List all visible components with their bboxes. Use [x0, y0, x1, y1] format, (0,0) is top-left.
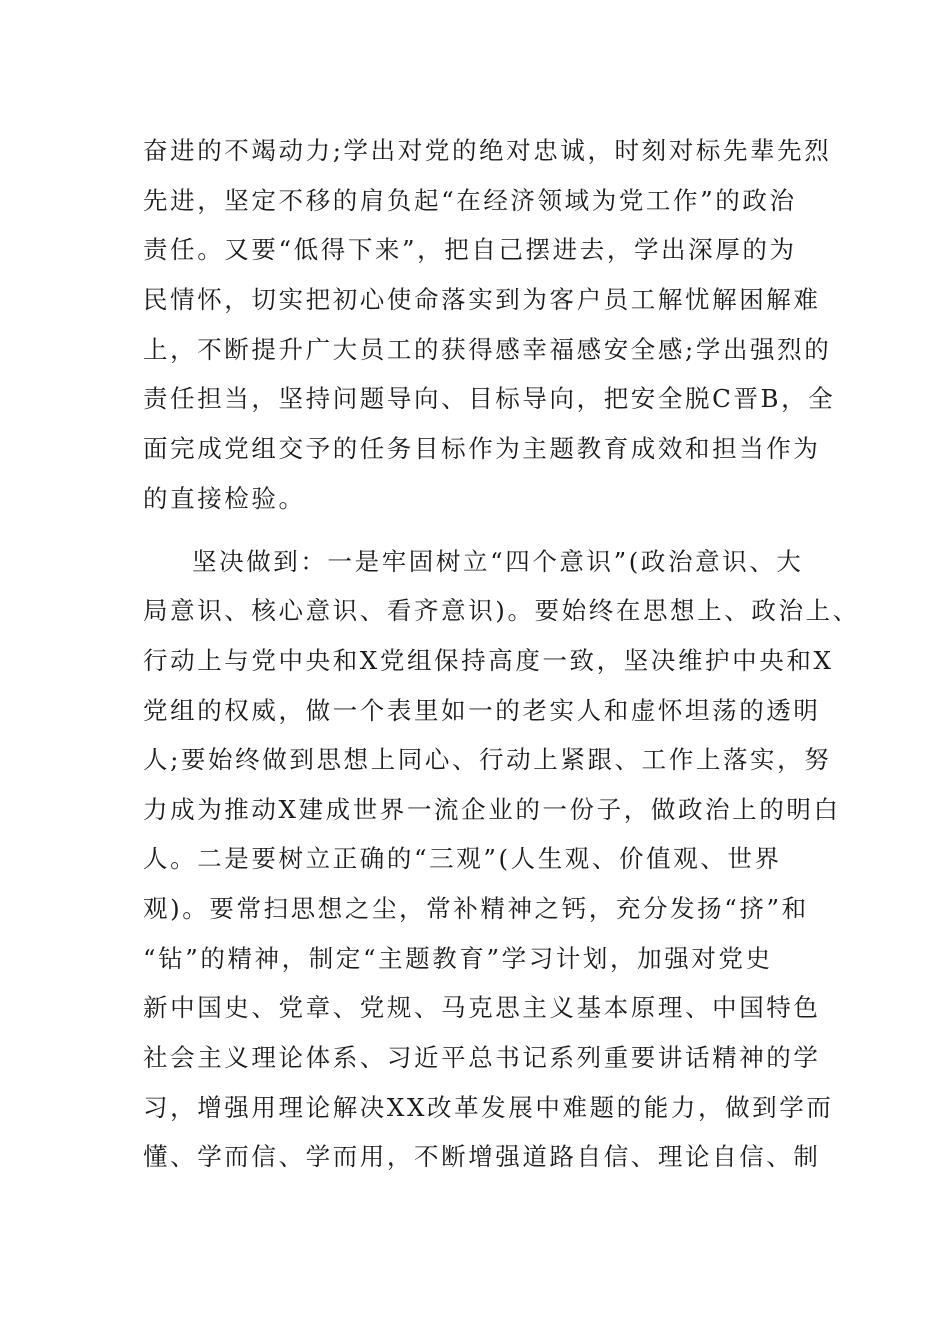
text-line: 新中国史、党章、党规、马克思主义基本原理、中国特色 [143, 993, 821, 1022]
text-line: 责任担当，坚持问题导向、目标导向，把安全脱C晋B，全 [143, 384, 836, 413]
text-line: 面完成党组交予的任务目标作为主题教育成效和担当作为 [143, 434, 821, 463]
text-line: 责任。又要“低得下来”，把自己摆进去，学出深厚的为 [143, 235, 797, 264]
text-line: 先进，坚定不移的肩负起“在经济领域为党工作”的政治 [143, 186, 797, 215]
text-line: 力成为推动X建成世界一流企业的一份子，做政治上的明白 [143, 795, 841, 824]
text-line: “钻”的精神，制定“主题教育”学习计划，加强对党史 [143, 944, 773, 973]
text-line: 民情怀，切实把初心使命落实到为客户员工解忧解困解难 [143, 285, 821, 314]
text-line: 上，不断提升广大员工的获得感幸福感安全感;学出强烈的 [143, 335, 832, 364]
text-line: 行动上与党中央和X党组保持高度一致，坚决维护中央和X [143, 646, 834, 675]
text-line: 奋进的不竭动力;学出对党的绝对忠诚，时刻对标先辈先烈 [143, 136, 832, 165]
text-line: 社会主义理论体系、习近平总书记系列重要讲话精神的学 [143, 1043, 821, 1072]
text-line: 的直接检验。 [143, 484, 306, 513]
text-line: 党组的权威，做一个表里如一的老实人和虚怀坦荡的透明 [143, 696, 821, 725]
text-line: 习，增强用理论解决XX改革发展中难题的能力，做到学而 [143, 1093, 834, 1122]
text-line: 观)。要常扫思想之尘，常补精神之钙，充分发扬“挤”和 [143, 894, 809, 923]
text-line: 人。二是要树立正确的“三观”(人生观、价值观、世界 [143, 844, 782, 873]
text-line: 人;要始终做到思想上同心、行动上紧跟、工作上落实，努 [143, 745, 832, 774]
text-line: 坚决做到：一是牢固树立“四个意识”(政治意识、大 [192, 547, 804, 576]
text-line: 局意识、核心意识、看齐意识)。要始终在思想上、政治上、 [143, 596, 860, 625]
text-line: 懂、学而信、学而用，不断增强道路自信、理论自信、制 [143, 1142, 821, 1171]
